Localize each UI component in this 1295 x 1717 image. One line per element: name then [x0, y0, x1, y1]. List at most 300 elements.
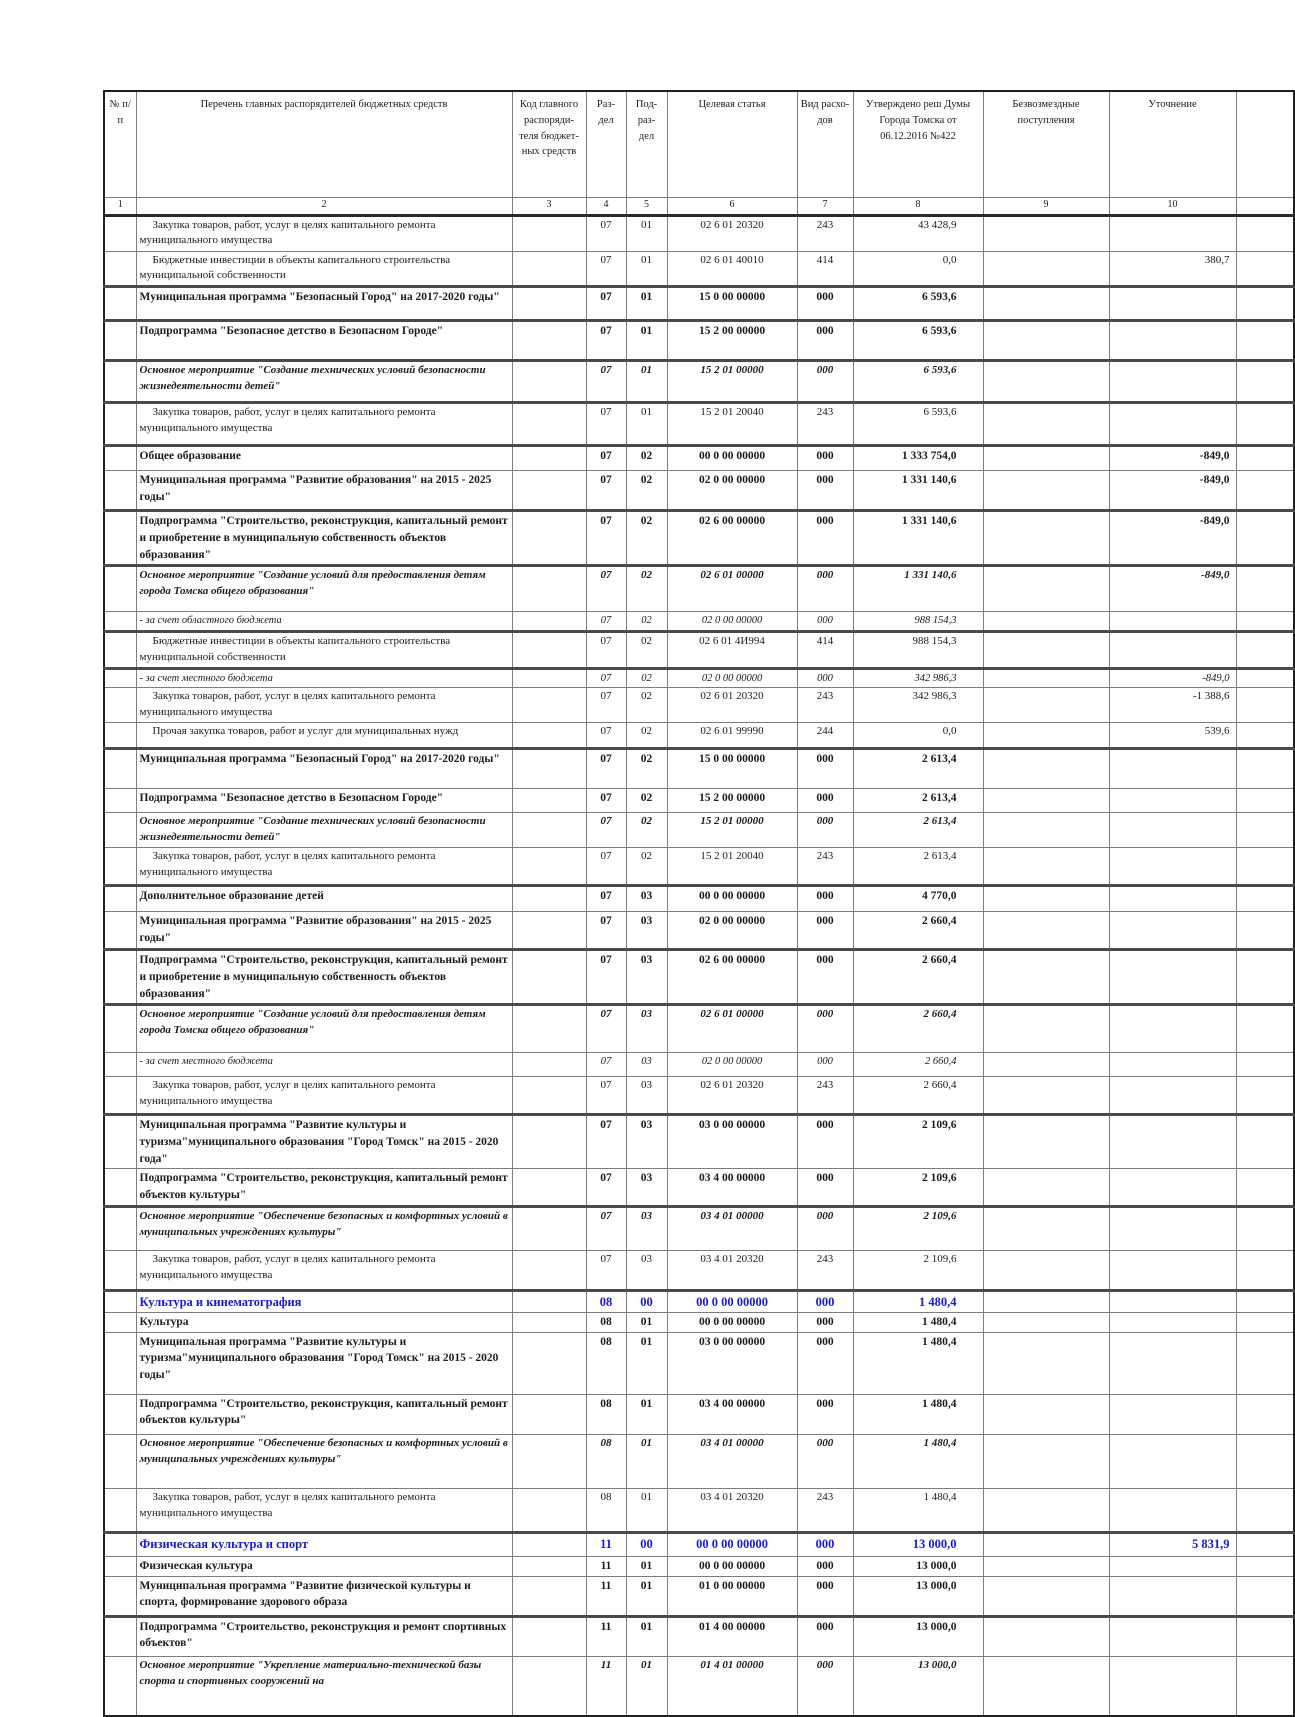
cell-clipped	[1236, 1656, 1294, 1716]
table-row	[104, 1394, 1294, 1434]
cell-expense-type: 000	[797, 1616, 853, 1656]
cell-clipped	[1236, 912, 1294, 950]
cell-expense-type: 000	[797, 612, 853, 632]
cell-grbs-code	[512, 446, 586, 471]
cell-approved: 0,0	[853, 723, 983, 749]
cell-approved: 1 331 140,6	[853, 511, 983, 566]
cell-expense-type: 243	[797, 403, 853, 446]
cell-grbs-code	[512, 749, 586, 789]
cell-grbs-code	[512, 789, 586, 813]
cell-clipped	[1236, 1169, 1294, 1206]
cell-gratuitous	[983, 361, 1109, 403]
header-razdel: Раз- дел	[586, 91, 626, 197]
cell-gratuitous	[983, 723, 1109, 749]
cell-adjustment	[1109, 1616, 1236, 1656]
table-row	[104, 251, 1294, 287]
cell-expense-type: 000	[797, 471, 853, 511]
cell-approved: 988 154,3	[853, 632, 983, 669]
cell-gratuitous	[983, 1556, 1109, 1576]
cell-approved: 43 428,9	[853, 215, 983, 251]
table-row	[104, 403, 1294, 446]
table-row	[104, 1656, 1294, 1716]
cell-clipped	[1236, 566, 1294, 612]
cell-name: Основное мероприятие "Обеспечение безопасных и комфортных условий в муниципальных учреждениях культуры"	[136, 1434, 512, 1488]
cell-adjustment	[1109, 1488, 1236, 1532]
cell-grbs-code	[512, 723, 586, 749]
cell-clipped	[1236, 1576, 1294, 1616]
cell-gratuitous	[983, 251, 1109, 287]
cell-grbs-code	[512, 669, 586, 688]
cell-grbs-code	[512, 1394, 586, 1434]
cell-adjustment	[1109, 1332, 1236, 1394]
cell-adjustment	[1109, 789, 1236, 813]
cell-adjustment	[1109, 403, 1236, 446]
cell-adjustment: -849,0	[1109, 511, 1236, 566]
cell-expense-type: 000	[797, 789, 853, 813]
cell-gratuitous	[983, 403, 1109, 446]
cell-row-number	[104, 1053, 136, 1077]
cell-name: Муниципальная программа "Развитие физической культуры и спорта, формирование здорового образа	[136, 1576, 512, 1616]
cell-podrazdel: 01	[626, 1312, 667, 1332]
cell-approved: 6 593,6	[853, 321, 983, 361]
cell-name: Закупка товаров, работ, услуг в целях капитального ремонта муниципального имущества	[136, 1077, 512, 1115]
cell-clipped	[1236, 1077, 1294, 1115]
column-number: 7	[797, 197, 853, 215]
cell-razdel: 07	[586, 287, 626, 321]
cell-row-number	[104, 1576, 136, 1616]
cell-gratuitous	[983, 1532, 1109, 1556]
cell-gratuitous	[983, 446, 1109, 471]
cell-name: Подпрограмма "Строительство, реконструкция, капитальный ремонт объектов культуры"	[136, 1394, 512, 1434]
cell-gratuitous	[983, 950, 1109, 1005]
table-row	[104, 471, 1294, 511]
cell-adjustment	[1109, 287, 1236, 321]
cell-target-article: 02 0 00 00000	[667, 1053, 797, 1077]
cell-adjustment	[1109, 632, 1236, 669]
cell-podrazdel: 02	[626, 669, 667, 688]
cell-podrazdel: 01	[626, 251, 667, 287]
cell-adjustment	[1109, 1005, 1236, 1053]
cell-name: Подпрограмма "Строительство, реконструкция, капитальный ремонт объектов культуры"	[136, 1169, 512, 1206]
cell-podrazdel: 02	[626, 723, 667, 749]
cell-grbs-code	[512, 632, 586, 669]
cell-target-article: 00 0 00 00000	[667, 1532, 797, 1556]
cell-podrazdel: 00	[626, 1532, 667, 1556]
cell-grbs-code	[512, 471, 586, 511]
table-row	[104, 723, 1294, 749]
cell-adjustment	[1109, 1290, 1236, 1312]
cell-gratuitous	[983, 1053, 1109, 1077]
cell-adjustment	[1109, 813, 1236, 848]
cell-approved: 2 660,4	[853, 950, 983, 1005]
cell-podrazdel: 02	[626, 511, 667, 566]
cell-clipped	[1236, 1115, 1294, 1169]
cell-clipped	[1236, 1434, 1294, 1488]
cell-name: Подпрограмма "Безопасное детство в Безопасном Городе"	[136, 789, 512, 813]
cell-name: Муниципальная программа "Безопасный Город" на 2017-2020 годы"	[136, 749, 512, 789]
cell-target-article: 01 4 00 00000	[667, 1616, 797, 1656]
cell-name: Культура и кинематография	[136, 1290, 512, 1312]
cell-expense-type: 243	[797, 1250, 853, 1290]
column-number: 5	[626, 197, 667, 215]
cell-approved: 2 613,4	[853, 848, 983, 886]
cell-approved: 13 000,0	[853, 1532, 983, 1556]
header-clipped-column	[1236, 91, 1294, 197]
cell-podrazdel: 02	[626, 471, 667, 511]
cell-approved: 0,0	[853, 251, 983, 287]
cell-expense-type: 000	[797, 912, 853, 950]
table-row	[104, 789, 1294, 813]
table-row	[104, 566, 1294, 612]
cell-gratuitous	[983, 688, 1109, 723]
cell-adjustment	[1109, 1394, 1236, 1434]
cell-approved: 342 986,3	[853, 669, 983, 688]
cell-grbs-code	[512, 403, 586, 446]
cell-row-number	[104, 1656, 136, 1716]
cell-approved: 1 331 140,6	[853, 566, 983, 612]
cell-approved: 1 333 754,0	[853, 446, 983, 471]
cell-clipped	[1236, 471, 1294, 511]
cell-target-article: 02 6 00 00000	[667, 511, 797, 566]
cell-approved: 4 770,0	[853, 886, 983, 912]
cell-razdel: 07	[586, 1169, 626, 1206]
cell-podrazdel: 01	[626, 361, 667, 403]
cell-target-article: 03 4 01 00000	[667, 1206, 797, 1250]
cell-target-article: 02 6 01 40010	[667, 251, 797, 287]
cell-expense-type: 414	[797, 632, 853, 669]
cell-row-number	[104, 251, 136, 287]
cell-row-number	[104, 1556, 136, 1576]
cell-podrazdel: 03	[626, 886, 667, 912]
column-number-clipped	[1236, 197, 1294, 215]
cell-row-number	[104, 886, 136, 912]
cell-name: Закупка товаров, работ, услуг в целях капитального ремонта муниципального имущества	[136, 848, 512, 886]
cell-gratuitous	[983, 1290, 1109, 1312]
cell-adjustment	[1109, 321, 1236, 361]
cell-adjustment	[1109, 912, 1236, 950]
table-row	[104, 912, 1294, 950]
cell-grbs-code	[512, 1332, 586, 1394]
cell-clipped	[1236, 1488, 1294, 1532]
table-row	[104, 950, 1294, 1005]
cell-razdel: 07	[586, 950, 626, 1005]
cell-grbs-code	[512, 1434, 586, 1488]
cell-row-number	[104, 446, 136, 471]
cell-grbs-code	[512, 1290, 586, 1312]
cell-target-article: 00 0 00 00000	[667, 886, 797, 912]
cell-gratuitous	[983, 612, 1109, 632]
cell-podrazdel: 02	[626, 632, 667, 669]
cell-clipped	[1236, 361, 1294, 403]
cell-approved: 6 593,6	[853, 287, 983, 321]
cell-row-number	[104, 789, 136, 813]
table-row	[104, 632, 1294, 669]
cell-target-article: 00 0 00 00000	[667, 1290, 797, 1312]
cell-clipped	[1236, 1312, 1294, 1332]
cell-row-number	[104, 566, 136, 612]
cell-gratuitous	[983, 1312, 1109, 1332]
cell-expense-type: 000	[797, 361, 853, 403]
cell-grbs-code	[512, 1576, 586, 1616]
cell-grbs-code	[512, 361, 586, 403]
cell-grbs-code	[512, 1556, 586, 1576]
cell-razdel: 07	[586, 612, 626, 632]
cell-name: Подпрограмма "Строительство, реконструкция и ремонт спортивных объектов"	[136, 1616, 512, 1656]
table-row	[104, 1250, 1294, 1290]
cell-grbs-code	[512, 511, 586, 566]
table-row	[104, 1005, 1294, 1053]
cell-podrazdel: 03	[626, 1077, 667, 1115]
cell-podrazdel: 03	[626, 912, 667, 950]
cell-approved: 2 109,6	[853, 1115, 983, 1169]
cell-name: Муниципальная программа "Развитие культуры и туризма"муниципального образования "Город Томск" на 2015 - 2020 года"	[136, 1115, 512, 1169]
cell-adjustment	[1109, 1206, 1236, 1250]
cell-target-article: 15 2 01 20040	[667, 848, 797, 886]
cell-expense-type: 000	[797, 950, 853, 1005]
cell-gratuitous	[983, 1394, 1109, 1434]
budget-table-body	[104, 215, 1294, 1716]
cell-target-article: 01 0 00 00000	[667, 1576, 797, 1616]
column-number: 6	[667, 197, 797, 215]
cell-target-article: 15 2 01 20040	[667, 403, 797, 446]
cell-row-number	[104, 1169, 136, 1206]
cell-expense-type: 000	[797, 1576, 853, 1616]
cell-clipped	[1236, 749, 1294, 789]
cell-podrazdel: 01	[626, 1488, 667, 1532]
cell-row-number	[104, 813, 136, 848]
cell-expense-type: 243	[797, 848, 853, 886]
cell-podrazdel: 02	[626, 789, 667, 813]
cell-expense-type: 243	[797, 1488, 853, 1532]
cell-row-number	[104, 669, 136, 688]
cell-clipped	[1236, 321, 1294, 361]
cell-clipped	[1236, 950, 1294, 1005]
cell-target-article: 02 6 01 00000	[667, 566, 797, 612]
cell-grbs-code	[512, 1656, 586, 1716]
cell-target-article: 02 6 01 20320	[667, 688, 797, 723]
cell-target-article: 15 2 00 00000	[667, 321, 797, 361]
table-row	[104, 1332, 1294, 1394]
column-number: 2	[136, 197, 512, 215]
table-row	[104, 1488, 1294, 1532]
cell-razdel: 07	[586, 321, 626, 361]
cell-clipped	[1236, 723, 1294, 749]
header-row-number: № п/п	[104, 91, 136, 197]
cell-grbs-code	[512, 1169, 586, 1206]
cell-grbs-code	[512, 1115, 586, 1169]
cell-row-number	[104, 403, 136, 446]
header-podrazdel: Под- раз- дел	[626, 91, 667, 197]
cell-row-number	[104, 287, 136, 321]
cell-target-article: 03 4 00 00000	[667, 1394, 797, 1434]
cell-approved: 2 109,6	[853, 1250, 983, 1290]
cell-target-article: 03 4 01 20320	[667, 1250, 797, 1290]
cell-target-article: 02 6 01 00000	[667, 1005, 797, 1053]
cell-razdel: 11	[586, 1532, 626, 1556]
cell-podrazdel: 03	[626, 1005, 667, 1053]
cell-gratuitous	[983, 1005, 1109, 1053]
table-row	[104, 749, 1294, 789]
cell-razdel: 07	[586, 848, 626, 886]
cell-target-article: 15 0 00 00000	[667, 749, 797, 789]
cell-razdel: 08	[586, 1434, 626, 1488]
cell-approved: 1 480,4	[853, 1312, 983, 1332]
cell-target-article: 15 2 00 00000	[667, 789, 797, 813]
cell-name: Муниципальная программа "Безопасный Город" на 2017-2020 годы"	[136, 287, 512, 321]
table-row	[104, 446, 1294, 471]
cell-expense-type: 000	[797, 1206, 853, 1250]
cell-gratuitous	[983, 1616, 1109, 1656]
cell-row-number	[104, 688, 136, 723]
cell-razdel: 07	[586, 215, 626, 251]
cell-target-article: 02 6 01 20320	[667, 1077, 797, 1115]
cell-adjustment: 539,6	[1109, 723, 1236, 749]
cell-name: Дополнительное образование детей	[136, 886, 512, 912]
cell-row-number	[104, 1332, 136, 1394]
cell-approved: 2 613,4	[853, 789, 983, 813]
cell-razdel: 11	[586, 1576, 626, 1616]
cell-grbs-code	[512, 287, 586, 321]
cell-adjustment	[1109, 749, 1236, 789]
cell-adjustment	[1109, 612, 1236, 632]
cell-clipped	[1236, 669, 1294, 688]
cell-approved: 13 000,0	[853, 1556, 983, 1576]
cell-grbs-code	[512, 566, 586, 612]
table-row	[104, 1616, 1294, 1656]
cell-grbs-code	[512, 688, 586, 723]
cell-expense-type: 000	[797, 1115, 853, 1169]
cell-grbs-code	[512, 1053, 586, 1077]
cell-razdel: 07	[586, 471, 626, 511]
cell-target-article: 03 4 00 00000	[667, 1169, 797, 1206]
cell-razdel: 07	[586, 1115, 626, 1169]
cell-grbs-code	[512, 1077, 586, 1115]
cell-approved: 2 613,4	[853, 749, 983, 789]
cell-adjustment: 5 831,9	[1109, 1532, 1236, 1556]
column-number: 3	[512, 197, 586, 215]
cell-razdel: 07	[586, 1206, 626, 1250]
cell-razdel: 07	[586, 632, 626, 669]
cell-expense-type: 000	[797, 749, 853, 789]
cell-expense-type: 000	[797, 1532, 853, 1556]
cell-razdel: 07	[586, 688, 626, 723]
cell-name: Закупка товаров, работ, услуг в целях капитального ремонта муниципального имущества	[136, 688, 512, 723]
cell-gratuitous	[983, 287, 1109, 321]
cell-razdel: 07	[586, 789, 626, 813]
cell-podrazdel: 03	[626, 1053, 667, 1077]
cell-grbs-code	[512, 1005, 586, 1053]
cell-row-number	[104, 612, 136, 632]
cell-approved: 2 613,4	[853, 813, 983, 848]
cell-target-article: 00 0 00 00000	[667, 446, 797, 471]
cell-gratuitous	[983, 511, 1109, 566]
cell-name: Основное мероприятие "Укрепление материально-технической базы спорта и спортивных сооружений на	[136, 1656, 512, 1716]
cell-razdel: 07	[586, 886, 626, 912]
column-number: 9	[983, 197, 1109, 215]
table-row	[104, 688, 1294, 723]
table-row	[104, 813, 1294, 848]
cell-adjustment: -849,0	[1109, 566, 1236, 612]
cell-expense-type: 243	[797, 688, 853, 723]
cell-razdel: 07	[586, 912, 626, 950]
cell-clipped	[1236, 215, 1294, 251]
cell-expense-type: 000	[797, 446, 853, 471]
cell-adjustment	[1109, 1077, 1236, 1115]
cell-razdel: 07	[586, 1005, 626, 1053]
cell-gratuitous	[983, 749, 1109, 789]
cell-name: Подпрограмма "Строительство, реконструкция, капитальный ремонт и приобретение в муниципальную собственность объектов образования"	[136, 511, 512, 566]
cell-approved: 2 660,4	[853, 1053, 983, 1077]
cell-expense-type: 000	[797, 1005, 853, 1053]
table-row	[104, 1312, 1294, 1332]
cell-row-number	[104, 1005, 136, 1053]
cell-gratuitous	[983, 632, 1109, 669]
table-row	[104, 886, 1294, 912]
cell-razdel: 07	[586, 669, 626, 688]
cell-razdel: 07	[586, 251, 626, 287]
cell-adjustment: 380,7	[1109, 251, 1236, 287]
column-number: 1	[104, 197, 136, 215]
cell-clipped	[1236, 1250, 1294, 1290]
cell-podrazdel: 01	[626, 1332, 667, 1394]
cell-clipped	[1236, 1332, 1294, 1394]
cell-expense-type: 000	[797, 1394, 853, 1434]
cell-name: Муниципальная программа "Развитие культуры и туризма"муниципального образования "Город Томск" на 2015 - 2020 годы"	[136, 1332, 512, 1394]
cell-target-article: 02 0 00 00000	[667, 612, 797, 632]
cell-razdel: 07	[586, 813, 626, 848]
cell-podrazdel: 01	[626, 1576, 667, 1616]
cell-grbs-code	[512, 215, 586, 251]
cell-expense-type: 000	[797, 1053, 853, 1077]
cell-clipped	[1236, 287, 1294, 321]
cell-razdel: 07	[586, 566, 626, 612]
cell-podrazdel: 02	[626, 612, 667, 632]
cell-name: Основное мероприятие "Создание условий для предоставления детям города Томска общего образования"	[136, 566, 512, 612]
cell-expense-type: 000	[797, 669, 853, 688]
cell-target-article: 02 0 00 00000	[667, 912, 797, 950]
cell-podrazdel: 03	[626, 1169, 667, 1206]
cell-clipped	[1236, 1556, 1294, 1576]
cell-razdel: 08	[586, 1488, 626, 1532]
cell-row-number	[104, 848, 136, 886]
cell-name: Муниципальная программа "Развитие образования" на 2015 - 2025 годы"	[136, 912, 512, 950]
cell-adjustment: -849,0	[1109, 471, 1236, 511]
cell-expense-type: 000	[797, 813, 853, 848]
cell-target-article: 02 6 01 20320	[667, 215, 797, 251]
cell-approved: 13 000,0	[853, 1656, 983, 1716]
cell-row-number	[104, 511, 136, 566]
table-row	[104, 361, 1294, 403]
cell-razdel: 07	[586, 446, 626, 471]
cell-clipped	[1236, 789, 1294, 813]
cell-name: Закупка товаров, работ, услуг в целях капитального ремонта муниципального имущества	[136, 1250, 512, 1290]
cell-name: Культура	[136, 1312, 512, 1332]
cell-clipped	[1236, 446, 1294, 471]
cell-podrazdel: 02	[626, 566, 667, 612]
cell-grbs-code	[512, 950, 586, 1005]
cell-podrazdel: 02	[626, 749, 667, 789]
cell-approved: 6 593,6	[853, 361, 983, 403]
cell-approved: 13 000,0	[853, 1576, 983, 1616]
cell-clipped	[1236, 632, 1294, 669]
cell-gratuitous	[983, 566, 1109, 612]
cell-podrazdel: 01	[626, 1616, 667, 1656]
cell-approved: 13 000,0	[853, 1616, 983, 1656]
cell-adjustment	[1109, 1656, 1236, 1716]
cell-adjustment	[1109, 950, 1236, 1005]
cell-grbs-code	[512, 321, 586, 361]
column-number-row	[104, 197, 1294, 215]
